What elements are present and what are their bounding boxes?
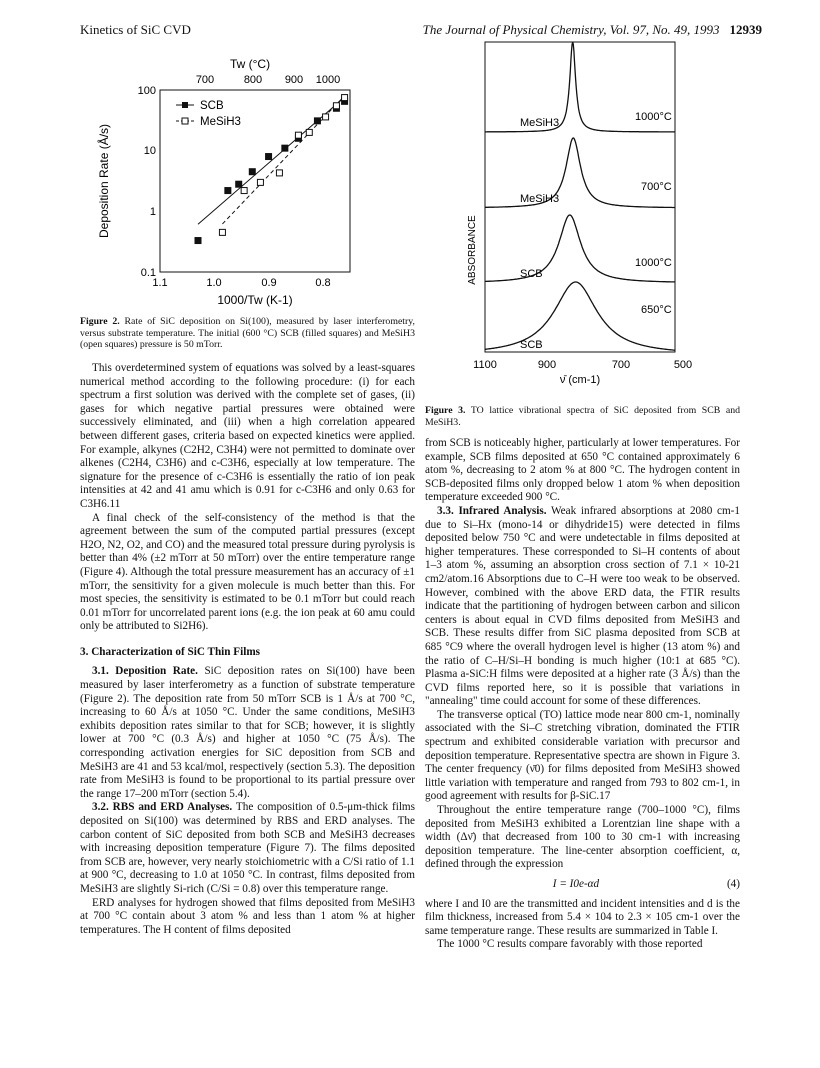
- trace-label: MeSiH3: [520, 193, 560, 205]
- subsection-heading: 3.3. Infrared Analysis.: [437, 504, 547, 517]
- scb-data-point: [282, 145, 288, 151]
- trace-labels: [520, 111, 672, 351]
- paragraph-text: SiC deposition rates on Si(100) have been measured by laser interferometry as a function of substrate temperature (Figure 2). The deposition rate from 50 mTorr SCB is 1 Å/s at 700 °C, increasing to 60 Å/s at 1050 °C. Under the same conditions, MeSiH3 exhibits deposition rates similar to that for SCB; however, it is slightly lower at 700 °C (0.3 Å/s) and higher at 1050 °C (75 Å/s). The corresponding activation energies for SiC deposition from SCB and MeSiH3 are 41 and 53 kcal/mol, respectively (section 5.3). The deposition rate from MeSiH3 is found to be proportional to its partial pressure over the range 17–200 mTorr (section 5.4).: [80, 665, 416, 800]
- x-tick-label: 1100: [473, 359, 497, 371]
- trace-label: SCB: [520, 339, 543, 351]
- mesih3-data-point: [219, 229, 225, 235]
- scb-data-point: [195, 238, 201, 244]
- scb-data-point: [266, 154, 272, 160]
- paragraph: ERD analyses for hydrogen showed that films deposited from MeSiH3 at 700 °C contain about 3 atom % and less than 1 atom % at higher temperatures. The H content of films deposited: [80, 896, 415, 936]
- legend-label-scb: SCB: [200, 100, 224, 112]
- figure-2-chart: [80, 50, 420, 312]
- paragraph: Throughout the entire temperature range (700–1000 °C), films deposited from MeSiH3 exhibited a Lorentzian line shape with a width (Δν̄) that decreased from 100 to 30 cm-1 with increasing deposition temperature. The line-center absorption coefficient, α, defined through the expression: [425, 804, 740, 871]
- top-axis-title: Tw (°C): [229, 57, 271, 71]
- mesih3-data-point: [333, 103, 339, 109]
- spectrum-trace: [485, 215, 675, 282]
- figure-3-chart: [425, 40, 740, 400]
- running-head: Kinetics of SiC CVD: [80, 22, 191, 37]
- caption-text: Rate of SiC deposition on Si(100), measured by laser interferometry, versus substrate temperature. The initial (600 °C) SCB (filled squares) and MeSiH3 (open squares) pressure is 50 mTorr.: [80, 316, 415, 350]
- paragraph: [80, 801, 415, 896]
- y-tick-labels: [138, 85, 156, 279]
- mesih3-data-point: [342, 95, 348, 101]
- paragraph-text: The composition of 0.5-μm-thick films deposited on Si(100) was determined by RBS and ERD analyses. The carbon content of SiC deposited from both SCB and MeSiH3 decreases with increasing deposition temperature (Figure 7). The films deposited from SCB are, however, very nearly stoichiometric with a C/Si ratio of 1.1 at 900 °C, decreasing to 1.0 at 1050 °C. In contrast, films deposited from MeSiH3 are slightly Si-rich (C/Si = 0.8) over this temperature range.: [80, 801, 415, 895]
- y-axis-title: ABSORBANCE: [467, 215, 478, 285]
- top-tick-label: 800: [243, 74, 263, 86]
- y-tick-label: 10: [143, 145, 156, 157]
- spectrum-trace: [485, 138, 675, 208]
- paragraph: [425, 505, 740, 709]
- x-tick-labels: [473, 359, 692, 371]
- equation-number: (4): [726, 878, 740, 890]
- legend-label-mesih3: MeSiH3: [200, 116, 241, 128]
- trace-label: MeSiH3: [520, 117, 560, 129]
- paragraph: The 1000 °C results compare favorably with those reported: [437, 938, 703, 951]
- figure-3-caption: [425, 405, 740, 428]
- trace-temp: 650°C: [641, 304, 672, 316]
- trace-label: SCB: [520, 268, 543, 280]
- trace-temp: 1000°C: [635, 111, 672, 123]
- scb-data-point: [249, 169, 255, 175]
- page-number: 12939: [729, 22, 762, 37]
- section-heading: 3. Characterization of SiC Thin Films: [80, 645, 261, 658]
- mesih3-data-point: [323, 114, 329, 120]
- x-tick-labels: [152, 277, 330, 289]
- paragraph-text: Weak infrared absorptions at 2080 cm-1 due to Si–Hx (mono-14 or dihydride15) were detected in films deposited below 750 °C and were undetectable in films deposited at higher temperatures. These corresponded to Si–H contents of about 1–3 atom %, assuming an absorption cross section of 7.1 × 10-21 cm2/atom.16 Absorptions due to C–H were too weak to be observed. However, combined with the above ERD data, the FTIR results indicate that the partitioning of hydrogen between carbon and silicon centers is about equal in CVD films deposited from MeSiH3 and SCB. These results differ from SiC plasma deposited from SCB at 685 °C9 where the overall hydrogen level is higher (13 atom %) and the ratio of C–H/Si–H bonding is much higher (10:1 at 685 °C). Plasma a-SiC:H films were deposited at a higher rate (3 Å/s) than the CVD films reported here, so it is possible that variations in "annealing" time could account for some of these differences.: [425, 504, 740, 708]
- equation-row: [425, 878, 740, 892]
- x-tick-label: 1.1: [152, 277, 168, 289]
- journal-citation: [423, 22, 762, 38]
- scb-data-point: [236, 181, 242, 187]
- subsection-heading: 3.1. Deposition Rate.: [92, 665, 198, 678]
- x-tick-label: 900: [537, 359, 557, 371]
- paragraph: This overdetermined system of equations was solved by a least-squares numerical method according to the following procedure: (i) for each spectrum a first solution was derived with the complete set of gases, (ii) gases for which negative partial pressures were obtained were successively eliminated, and (iii) when a high correlation appeared between different gases, criteria based on expected kinetics were applied. For example, alkynes (C2H2, C3H4) were not permitted to dominate over alkenes (C2H4, C3H6) and c-C3H6, especially at low temperature. The signature for the presence of c-C3H6 is essentially the ratio of ion peak intensities at 42 and 41 amu which is 0.91 for c-C3H6 and only 0.63 for C3H6.11: [80, 362, 415, 510]
- paragraph: [80, 665, 415, 801]
- caption-label: Figure 3.: [425, 405, 466, 416]
- trace-temp: 1000°C: [635, 257, 672, 269]
- paragraph: A final check of the self-consistency of the method is that the agreement between the sum of the computed partial pressures (except H2O, N2, O2, and CO) and the measured total pressure during pyrolysis is better than 4% (±2 mTorr at 50 mTorr) over the entire temperature range (Figure 4). Although the total pressure measurement has an accuracy of ±1 mTorr, the sensitivity for a given molecule is much better than this. For most species, the sensitivity is estimated to be 0.1 mTorr but could reach 0.01 mTorr for uncorrelated parent ions (e.g. the ion peak at 60 amu could only be attributed to Si2H6).: [80, 511, 415, 633]
- legend-marker-scb: [182, 102, 188, 108]
- mesih3-data-point: [295, 132, 301, 138]
- x-tick-label: 0.9: [261, 277, 277, 289]
- figure-2-caption: [80, 316, 415, 351]
- x-tick-label: 1.0: [206, 277, 222, 289]
- x-tick-label: 500: [673, 359, 693, 371]
- x-axis-title: 1000/Tw (K-1): [217, 293, 293, 307]
- caption-text: TO lattice vibrational spectra of SiC deposited from SCB and MeSiH3.: [425, 405, 740, 428]
- scb-data-point: [225, 188, 231, 194]
- x-tick-label: 700: [611, 359, 631, 371]
- y-tick-label: 1: [149, 206, 156, 218]
- journal-name: The Journal of Physical Chemistry, Vol. 97, No. 49, 1993: [422, 22, 720, 37]
- y-axis-title: Deposition Rate (Å/s): [97, 123, 111, 239]
- caption-label: Figure 2.: [80, 316, 120, 327]
- top-tick-labels: [196, 74, 340, 86]
- top-tick-label: 700: [195, 74, 215, 86]
- legend: [176, 100, 241, 128]
- left-column-text: [80, 362, 415, 937]
- equation: I = I0e-αd: [552, 878, 600, 890]
- right-column-text: [425, 437, 740, 952]
- y-tick-label: 0.1: [140, 267, 156, 279]
- mesih3-data-point: [257, 179, 263, 185]
- mesih3-data-point: [241, 188, 247, 194]
- mesih3-data-point: [306, 129, 312, 135]
- top-tick-label: 1000: [315, 74, 341, 86]
- x-tick-label: 0.8: [315, 277, 331, 289]
- y-tick-label: 100: [137, 85, 156, 97]
- mesih3-data-point: [276, 170, 282, 176]
- trace-temp: 700°C: [641, 181, 672, 193]
- paragraph: The transverse optical (TO) lattice mode near 800 cm-1, nominally associated with the Si–C stretching vibration, dominated the FTIR spectrum and exhibited considerable variation with precursor and deposition temperature. Representative spectra are shown in Figure 3. The center frequency (ν̄0) for films deposited from MeSiH3 showed little variation with temperature and ranged from 793 to 802 cm-1, in good agreement with results for β-SiC.17: [425, 708, 740, 803]
- spectrum-trace: [485, 282, 675, 350]
- paragraph: where I and I0 are the transmitted and incident intensities and d is the film thickness, increased from 5.4 × 104 to 2.3 × 105 cm-1 over the same temperature range. These results are summarized in Table I.: [425, 897, 740, 937]
- paragraph: from SCB is noticeably higher, particularly at lower temperatures. For example, SCB films deposited at 650 °C contained approximately 6 atom %, decreasing to 2 atom % at 800 °C. The hydrogen content in SCB-deposited films only dropped below 1 atom % when deposition temperature exceeded 900 °C.: [425, 437, 740, 504]
- scb-data-point: [314, 118, 320, 124]
- x-axis-title: ν̄ (cm-1): [559, 374, 601, 386]
- subsection-heading: 3.2. RBS and ERD Analyses.: [92, 801, 233, 814]
- legend-marker-mesih3: [182, 118, 188, 124]
- top-tick-label: 900: [284, 74, 304, 86]
